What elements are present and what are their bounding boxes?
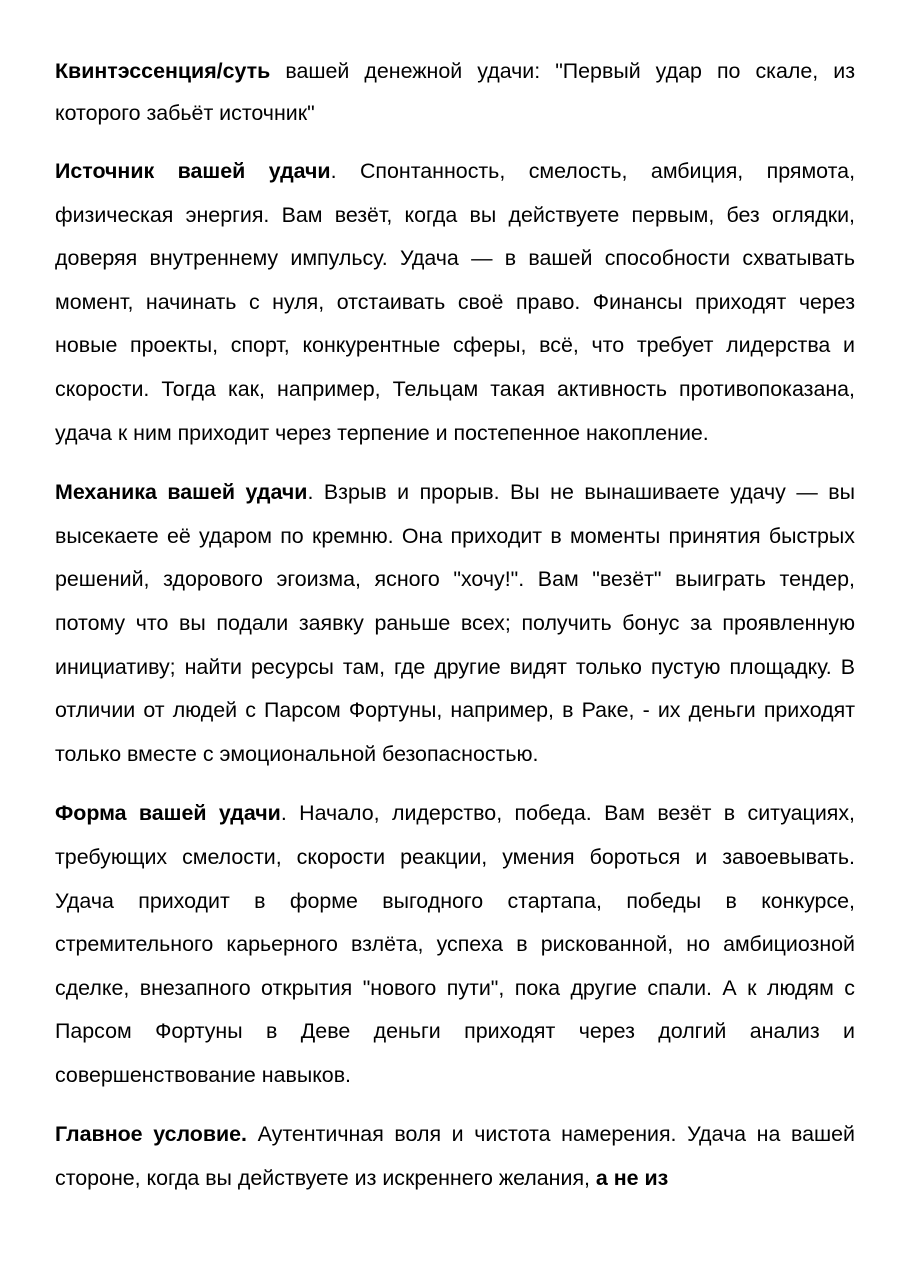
paragraph-text: . Спонтанность, смелость, амбиция, прямота, физическая энергия. Вам везёт, когда вы действуете первым, без оглядки, доверяя внутреннему импульсу. Удача — в вашей способности схватывать момент, начинать с нуля, отстаивать своё право. Финансы приходят через новые проекты, спорт, конкурентные сферы, всё, что требует лидерства и скорости. Тогда как, например, Тельцам такая активность противопоказана, удача к ним приходит через терпение и постепенное накопление. [55,159,856,445]
paragraph-quintessence [55,50,855,134]
paragraph-heading: Главное условие. [55,1122,247,1147]
paragraph-heading: Источник вашей удачи [55,159,331,183]
paragraph-text: вашей денежной удачи: "Первый удар по скале, из которого забьёт источник" [55,59,855,125]
paragraph-heading: Форма вашей удачи [55,801,281,826]
paragraph-text: Аутентичная воля и чистота намерения. Удача на вашей стороне, когда вы действуете из искреннего желания, [55,1122,855,1191]
paragraph-emphasis: а не из [595,1166,669,1191]
paragraph-text: . Взрыв и прорыв. Вы не вынашиваете удачу — вы высекаете её ударом по кремню. Она приходит в моменты принятия быстрых решений, здорового эгоизма, ясного "хочу!". Вам "везёт" выиграть тендер, потому что вы подали заявку раньше всех; получить бонус за проявленную инициативу; найти ресурсы там, где другие видят только пустую площадку. В отличии от людей с Парсом Фортуны, например, в Раке, - их деньги приходят только вместе с эмоциональной безопасностью. [55,480,855,766]
paragraph-heading: Квинтэссенция/суть [55,59,271,83]
paragraph-source [55,150,855,455]
paragraph-mechanics [55,471,855,776]
paragraph-form [55,792,855,1097]
document-page [55,50,855,1217]
paragraph-main-condition [55,1113,855,1200]
paragraph-text: . Начало, лидерство, победа. Вам везёт в ситуациях, требующих смелости, скорости реакции, умения бороться и завоевывать. Удача приходит в форме выгодного стартапа, победы в конкурсе, стремительного карьерного взлёта, успеха в рискованной, но амбициозной сделке, внезапного открытия "нового пути", пока другие спали. А к людям с Парсом Фортуны в Деве деньги приходят через долгий анализ и совершенствование навыков. [55,801,855,1087]
paragraph-heading: Механика вашей удачи [55,480,308,505]
